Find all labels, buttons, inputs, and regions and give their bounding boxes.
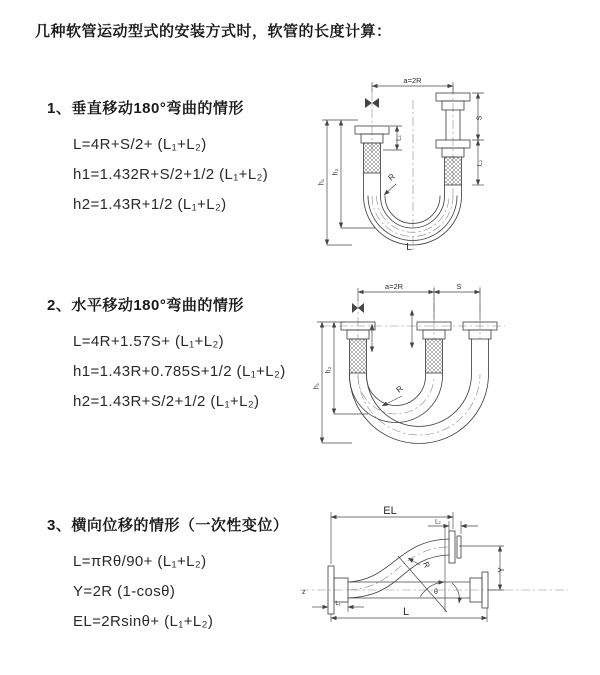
dim-label-el: EL	[383, 505, 397, 517]
right-pipe-displaced	[463, 322, 497, 374]
fitting-dimension-marks	[372, 310, 412, 352]
radius-label: R	[386, 171, 397, 183]
dimension-l	[331, 606, 487, 622]
dimension-a2r	[372, 76, 453, 93]
dimension-h1	[314, 322, 353, 443]
hose-u-bend-position2	[350, 374, 489, 444]
page-title: 几种软管运动型式的安装方式时，软管的长度计算：	[35, 23, 392, 40]
section-lateral-displacement	[47, 514, 288, 637]
formula-length: L=4R+1.57S+ (L₁+L₂)	[73, 333, 225, 350]
dim-label-a2r: a=2R	[403, 76, 422, 85]
upper-flange	[449, 531, 461, 563]
centerline-label: z	[302, 589, 306, 596]
dimension-l1	[312, 601, 364, 612]
centerlines	[372, 86, 453, 250]
dimension-y	[459, 546, 506, 590]
braided-hose-section	[426, 339, 443, 373]
dimension-el	[331, 505, 453, 564]
dim-label-h1: h₁	[313, 382, 321, 390]
formula-y: Y=2R (1-cosθ)	[73, 583, 176, 600]
angle-label: θ	[434, 589, 438, 596]
section-3-heading: 3、横向位移的情形（一次性变位）	[47, 517, 289, 534]
diagram-vertical-180-bend	[300, 68, 595, 263]
length-label: L	[406, 242, 412, 253]
dimension-a2r	[358, 282, 480, 320]
dim-label-h2: h₂	[325, 366, 333, 374]
dimension-h1	[319, 120, 359, 245]
radius-label: R	[394, 383, 405, 395]
section-horizontal-movement	[47, 294, 286, 417]
dim-label-l: L	[402, 606, 410, 618]
section-vertical-movement	[47, 97, 268, 220]
formula-h2: h2=1.43R+S/2+1/2 (L₁+L₂)	[73, 393, 260, 410]
radius-leader	[384, 172, 397, 195]
formula-length: L=4R+S/2+ (L₁+L₂)	[73, 136, 207, 153]
dim-label-l2: L₂	[476, 159, 484, 167]
left-pipe	[355, 126, 389, 196]
dim-label-h1: h₁	[318, 178, 326, 186]
braided-hose-section	[350, 339, 367, 373]
formula-h1: h1=1.43R+0.785S+1/2 (L₁+L₂)	[73, 363, 286, 380]
angle-theta	[398, 525, 459, 612]
dim-label-s: S	[456, 282, 462, 291]
formula-h1: h1=1.432R+S/2+1/2 (L₁+L₂)	[73, 166, 269, 183]
dimension-l1	[383, 126, 403, 150]
left-pipe	[341, 322, 375, 373]
dim-label-a2r: a=2R	[384, 282, 404, 291]
section-2-heading: 2、水平移动180°弯曲的情形	[47, 297, 244, 314]
formula-h2: h2=1.43R+1/2 (L₁+L₂)	[73, 196, 227, 213]
dimension-s	[434, 282, 480, 292]
diagram-horizontal-180-bend	[300, 278, 595, 468]
formula-el: EL=2Rsinθ+ (L₁+L₂)	[73, 613, 214, 630]
middle-pipe	[417, 322, 451, 373]
hose-u-bend-position1	[350, 373, 443, 423]
dim-label-y: Y	[497, 567, 506, 573]
braided-hose-section	[364, 143, 381, 173]
dimension-h2	[333, 120, 376, 228]
dimension-l2	[472, 140, 484, 185]
centerlines	[300, 547, 568, 590]
braided-hose-section	[445, 157, 462, 185]
dim-label-l2: L₂	[435, 519, 441, 526]
dim-label-l1: L₁	[395, 135, 403, 141]
section-1-heading: 1、垂直移动180°弯曲的情形	[47, 100, 244, 117]
dim-label-h2: h₂	[332, 168, 340, 176]
hose-u-bend	[364, 196, 462, 245]
dim-label-s: S	[476, 115, 484, 121]
diagram-lateral-displacement	[295, 500, 600, 655]
radius-label: R	[421, 560, 432, 570]
formula-length: L=πRθ/90+ (L₁+L₂)	[73, 553, 207, 570]
dimension-s	[472, 93, 484, 140]
radius-leader	[382, 384, 405, 406]
right-pipe-lower-position	[436, 140, 470, 196]
dim-label-l1: L₁	[335, 601, 341, 607]
